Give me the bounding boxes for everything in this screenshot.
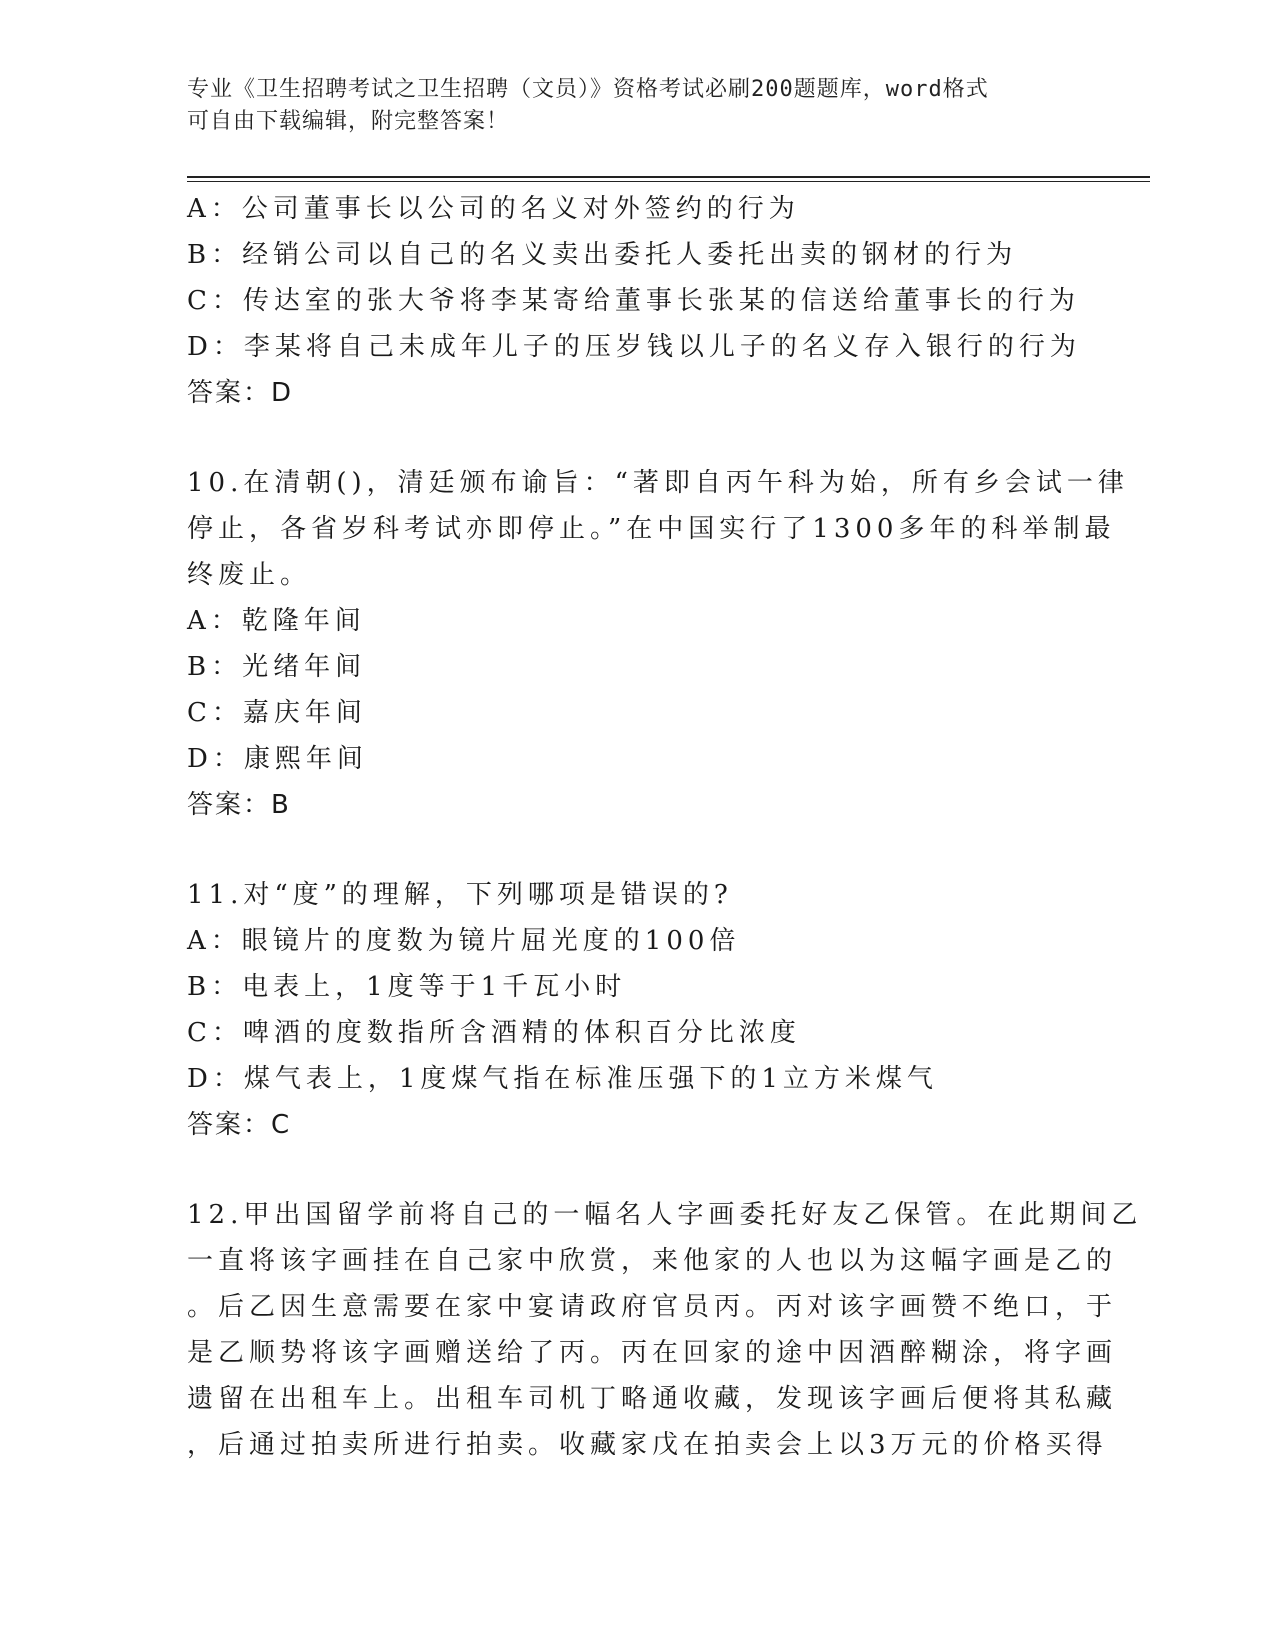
header-line: 可自由下载编辑，附完整答案！ [187, 109, 510, 134]
header-divider [187, 176, 1150, 178]
question-text: 10.在清朝()，清廷颁布谕旨：“著即自丙午科为始，所有乡会试一律 [187, 468, 1129, 498]
question-text: 12.甲出国留学前将自己的一幅名人字画委托好友乙保管。在此期间乙 [187, 1200, 1143, 1230]
answer: 答案：D [187, 378, 294, 408]
question-text: 终废止。 [187, 560, 312, 590]
document-header [187, 74, 1067, 138]
header-line: 专业《卫生招聘考试之卫生招聘（文员）》资格考试必刷200题题库，word格式 [187, 77, 989, 102]
header-divider [187, 181, 1150, 182]
question-text: 是乙顺势将该字画赠送给了丙。丙在回家的途中因酒醉糊涂，将字画 [187, 1338, 1118, 1368]
question-text: 遗留在出租车上。出租车司机丁略通收藏，发现该字画后便将其私藏 [187, 1384, 1118, 1414]
option-b: B：电表上，1度等于1千瓦小时 [187, 972, 627, 1002]
question-12 [187, 1192, 1143, 1468]
option-d: D：李某将自己未成年儿子的压岁钱以儿子的名义存入银行的行为 [187, 332, 1081, 362]
option-d: D：煤气表上，1度煤气指在标准压强下的1立方米煤气 [187, 1064, 938, 1094]
option-c: C：啤酒的度数指所含酒精的体积百分比浓度 [187, 1018, 801, 1048]
option-c: C：传达室的张大爷将李某寄给董事长张某的信送给董事长的行为 [187, 286, 1080, 316]
question-11 [187, 872, 1087, 1148]
question-text: 。后乙因生意需要在家中宴请政府官员丙。丙对该字画赞不绝口，于 [187, 1292, 1118, 1322]
option-d: D：康熙年间 [187, 744, 368, 774]
option-a: A：乾隆年间 [187, 606, 366, 636]
question-text: 一直将该字画挂在自己家中欣赏，来他家的人也以为这幅字画是乙的 [187, 1246, 1118, 1276]
question-text: 停止，各省岁科考试亦即停止。”在中国实行了1300多年的科举制最 [187, 514, 1116, 544]
option-a: A：公司董事长以公司的名义对外签约的行为 [187, 194, 800, 224]
answer: 答案：C [187, 1110, 292, 1140]
question-10 [187, 460, 1129, 828]
answer: 答案：B [187, 790, 291, 820]
option-b: B：经销公司以自己的名义卖出委托人委托出卖的钢材的行为 [187, 240, 1018, 270]
question-text: 11.对“度”的理解，下列哪项是错误的? [187, 880, 733, 910]
question-text: ，后通过拍卖所进行拍卖。收藏家戊在拍卖会上以3万元的价格买得 [187, 1430, 1108, 1460]
option-a: A：眼镜片的度数为镜片屈光度的100倍 [187, 926, 741, 956]
option-b: B：光绪年间 [187, 652, 367, 682]
question-list [187, 186, 1143, 1468]
option-c: C：嘉庆年间 [187, 698, 367, 728]
question-9 [187, 186, 1087, 416]
